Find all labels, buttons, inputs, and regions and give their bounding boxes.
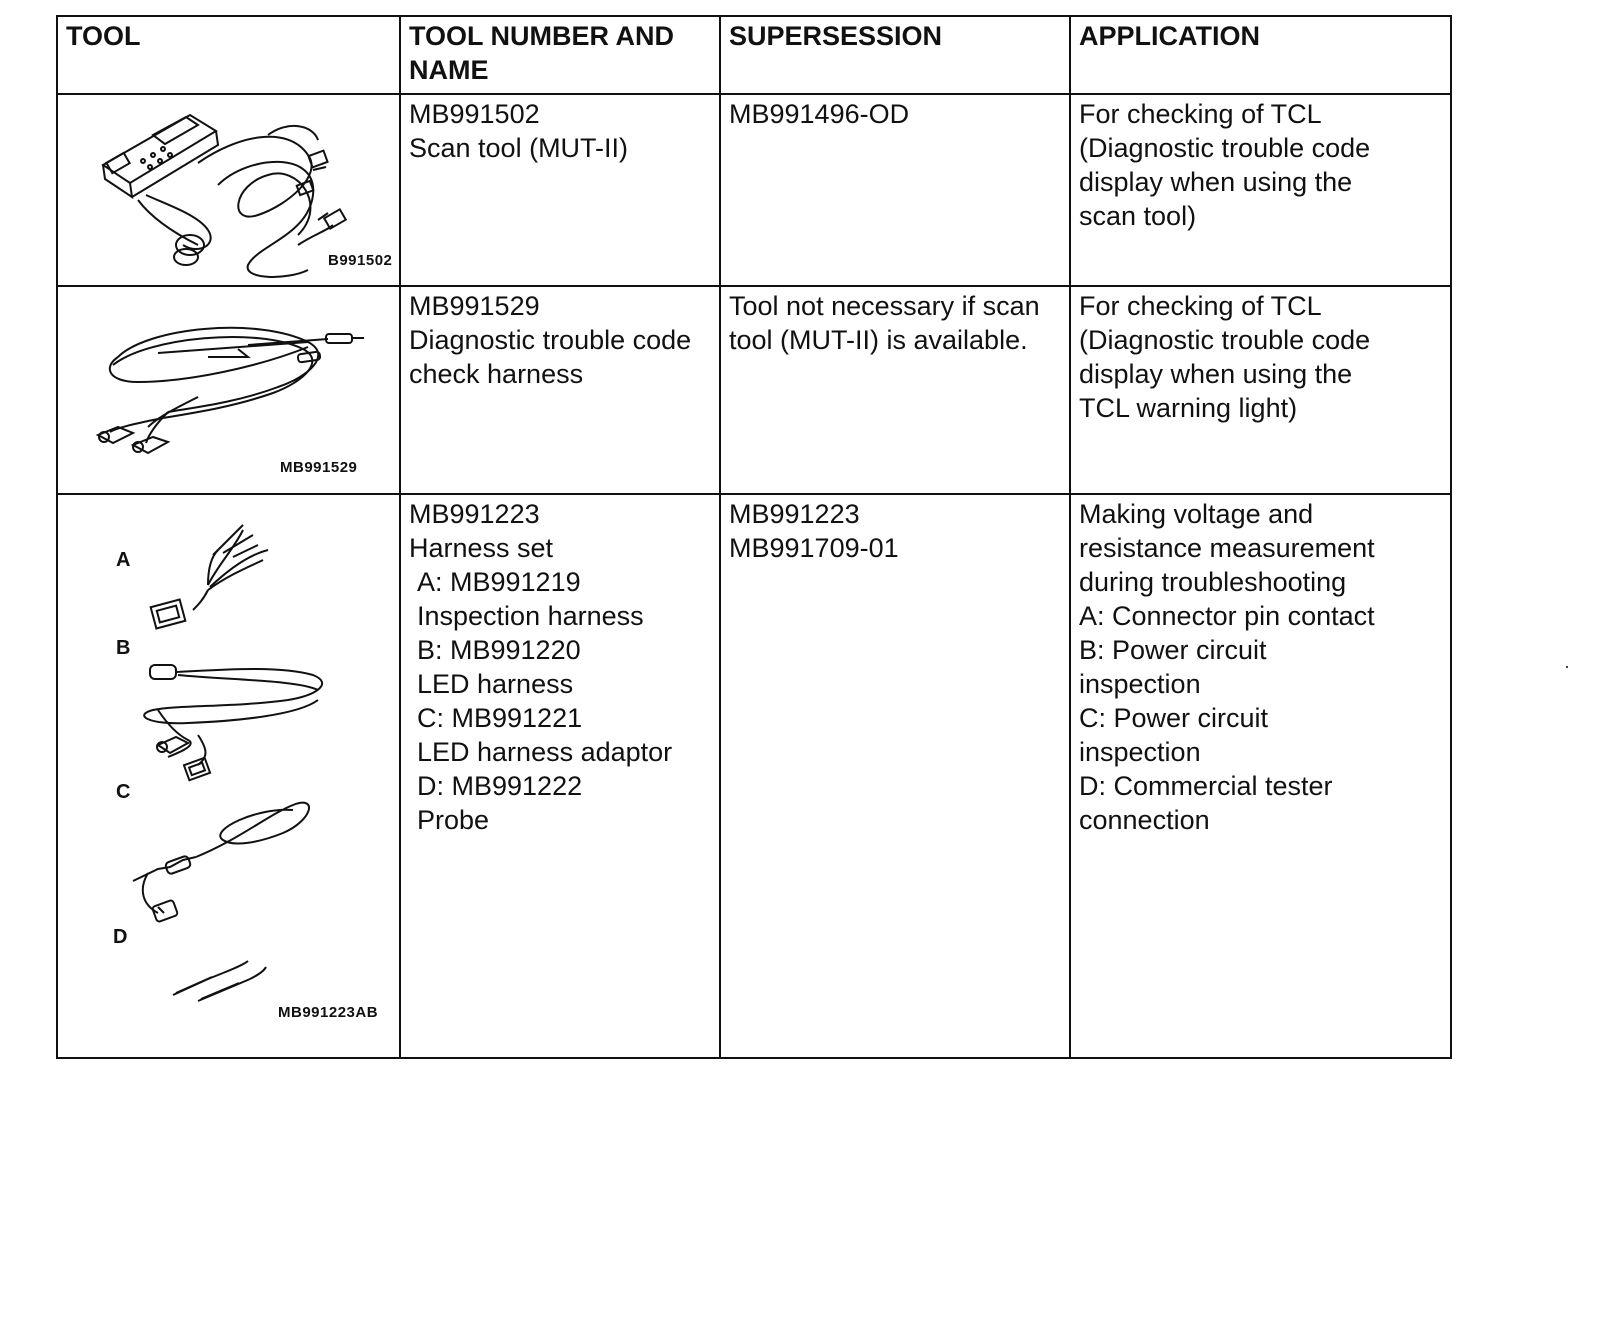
application-text: B: Power circuit [1079,635,1267,665]
sub-tool-number: A: MB991219 [417,567,581,597]
figure-label: MB991223AB [278,1004,379,1021]
tool-number: MB991223 [409,499,540,529]
sub-tool-number: B: MB991220 [417,635,581,665]
part-label-b: B [116,637,131,659]
application-text: connection [1079,805,1210,835]
sub-tool-name: Probe [417,805,490,835]
supersession-text: tool (MUT-II) is available. [729,325,1028,355]
application-text: (Diagnostic trouble code [1079,325,1371,355]
application-text: D: Commercial tester [1079,771,1333,801]
figure-label: MB991529 [280,459,358,476]
supersession-text: MB991223 [729,499,860,529]
supersession-text: Tool not necessary if scan [729,291,1040,321]
part-label-c: C [116,781,131,803]
application-text: (Diagnostic trouble code [1079,133,1371,163]
part-label-d: D [113,926,128,948]
tool-number: MB991529 [409,291,540,321]
header-tool: TOOL [57,16,400,94]
harness-set-illustration [58,495,401,1059]
header-tool-number-and-name: TOOL NUMBER AND NAME [400,16,720,94]
figure-label: B991502 [328,252,393,269]
table-row [57,494,1451,1058]
supersession-cell [720,94,1070,286]
supersession-text: MB991709-01 [729,533,899,563]
sub-tool-number: D: MB991222 [417,771,583,801]
application-text: inspection [1079,669,1201,699]
tool-figure-cell [57,494,400,1058]
header-supersession: SUPERSESSION [720,16,1070,94]
supersession-cell [720,494,1070,1058]
application-text: resistance measurement [1079,533,1375,563]
sub-tool-name: Inspection harness [417,601,644,631]
table-row [57,94,1451,286]
sub-tool-name: LED harness adaptor [417,737,673,767]
tool-name: Diagnostic trouble code [409,325,692,355]
tool-figure-cell [57,94,400,286]
application-cell [1070,94,1451,286]
application-text: scan tool) [1079,201,1197,231]
sub-tool-number: C: MB991221 [417,703,583,733]
supersession-text: MB991496-OD [729,99,910,129]
tool-name: check harness [409,359,584,389]
tool-name: Scan tool (MUT-II) [409,133,629,163]
application-text: TCL warning light) [1079,393,1298,423]
tool-number-and-name-cell [400,94,720,286]
scan-speck [1566,666,1568,668]
header-application: APPLICATION [1070,16,1451,94]
special-tools-table [56,15,1452,1059]
application-text: display when using the [1079,359,1353,389]
application-text: during troubleshooting [1079,567,1347,597]
application-text: C: Power circuit [1079,703,1269,733]
table-row [57,286,1451,494]
application-cell [1070,494,1451,1058]
tool-name: Harness set [409,533,554,563]
application-text: display when using the [1079,167,1353,197]
tool-number-and-name-cell [400,286,720,494]
sub-tool-name: LED harness [417,669,574,699]
application-text: For checking of TCL [1079,291,1322,321]
part-label-a: A [116,549,131,571]
application-cell [1070,286,1451,494]
application-text: inspection [1079,737,1201,767]
supersession-cell [720,286,1070,494]
application-text: Making voltage and [1079,499,1314,529]
table-header-row [57,16,1451,94]
tool-number: MB991502 [409,99,540,129]
tool-figure-cell [57,286,400,494]
tool-number-and-name-cell [400,494,720,1058]
application-text: A: Connector pin contact [1079,601,1375,631]
application-text: For checking of TCL [1079,99,1322,129]
